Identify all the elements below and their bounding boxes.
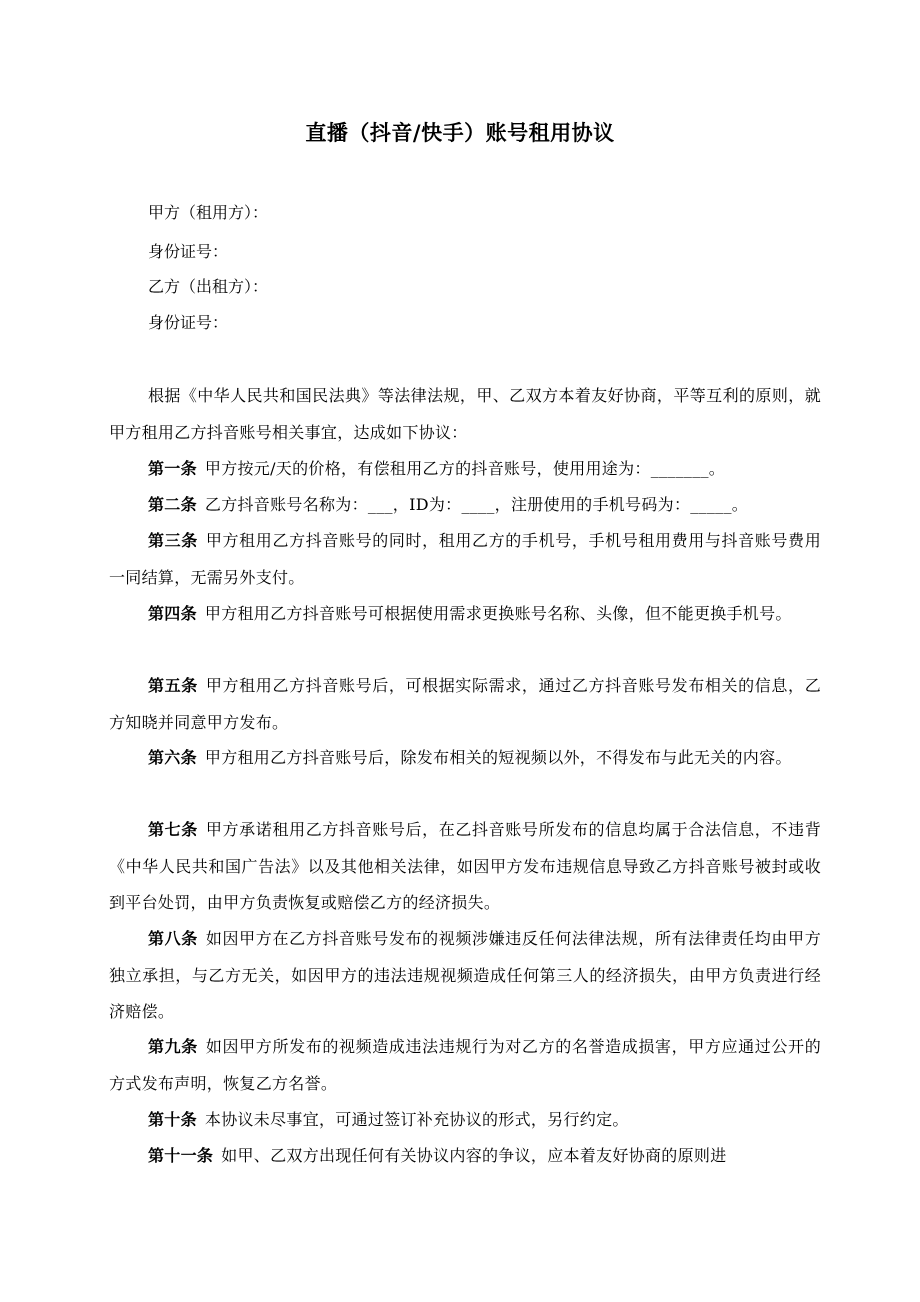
party-a-label: 甲方（租用方）： [148,203,269,222]
article-text: 如因甲方在乙方抖音账号发布的视频涉嫌违反任何法律法规，所有法律责任均由甲方独立承担，与乙方无关，如因甲方的违法违规视频造成任何第三人的经济损失，由甲方负责进行经济赔偿。 [109,929,821,1021]
article-text: 甲方租用乙方抖音账号后，可根据实际需求，通过乙方抖音账号发布相关的信息，乙方知晓并同意甲方发布。 [109,676,821,732]
article-number: 第五条 [148,676,198,695]
document-title: 直播（抖音/快手）账号租用协议 [305,120,615,145]
article-5 [109,668,821,741]
article-text: 本协议未尽事宜，可通过签订补充协议的形式，另行约定。 [204,1110,629,1129]
article-number: 第七条 [148,820,198,839]
preamble-paragraph: 根据《中华人民共和国民法典》等法律法规，甲、乙双方本着友好协商，平等互利的原则，就甲方租用乙方抖音账号相关事宜，达成如下协议： [109,386,821,442]
article-number: 第十一条 [148,1146,214,1165]
article-3 [109,523,821,596]
article-number: 第九条 [148,1037,198,1056]
article-text: 乙方抖音账号名称为：___，ID为：____，注册使用的手机号码为：_____。 [204,495,749,514]
article-text: 如因甲方所发布的视频造成违法违规行为对乙方的名誉造成损害，甲方应通过公开的方式发布声明，恢复乙方名誉。 [109,1037,821,1093]
article-text: 甲方承诺租用乙方抖音账号后，在乙抖音账号所发布的信息均属于合法信息，不违背《中华人民共和国广告法》以及其他相关法律，如因甲方发布违规信息导致乙方抖音账号被封或收到平台处罚，由甲方负责恢复或赔偿乙方的经济损失。 [109,820,821,912]
party-b-label: 乙方（出租方）： [148,277,269,296]
article-10 [109,1102,821,1139]
party-b-id-label: 身份证号： [148,313,229,332]
article-text: 甲方租用乙方抖音账号后，除发布相关的短视频以外，不得发布与此无关的内容。 [204,748,792,767]
article-8 [109,921,821,1031]
article-7 [109,812,821,922]
article-11 [109,1138,821,1175]
article-number: 第一条 [148,459,197,478]
article-text: 甲方按元/天的价格，有偿租用乙方的抖音账号，使用用途为：_______。 [204,459,726,478]
article-text: 甲方租用乙方抖音账号可根据使用需求更换账号名称、头像，但不能更换手机号。 [204,604,792,623]
article-number: 第六条 [148,748,197,767]
article-9 [109,1029,821,1102]
article-text: 如甲、乙双方出现任何有关协议内容的争议，应本着友好协商的原则进 [221,1146,727,1165]
article-4 [109,596,821,633]
article-1 [109,451,821,488]
article-6 [109,740,821,777]
article-number: 第十条 [148,1110,197,1129]
article-2 [109,487,821,524]
article-number: 第四条 [148,604,197,623]
article-number: 第八条 [148,929,198,948]
article-number: 第二条 [148,495,197,514]
article-text: 甲方租用乙方抖音账号的同时，租用乙方的手机号，手机号租用费用与抖音账号费用一同结算，无需另外支付。 [109,531,821,587]
article-number: 第三条 [148,531,198,550]
party-a-id-label: 身份证号： [148,242,229,261]
